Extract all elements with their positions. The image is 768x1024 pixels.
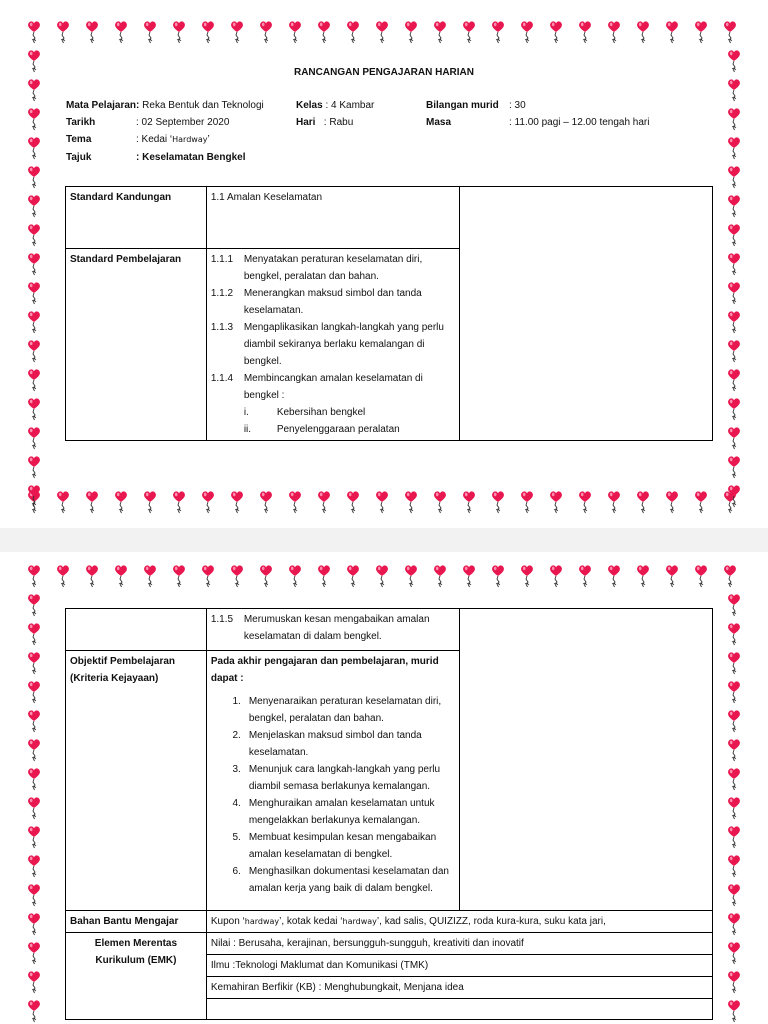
heart-balloon-icon: [727, 767, 741, 791]
heart-balloon-icon: [491, 20, 505, 44]
heart-balloon-icon: [433, 20, 447, 44]
heart-balloon-icon: [143, 564, 157, 588]
heart-balloon-icon: [404, 490, 418, 514]
list-item: [211, 795, 455, 829]
heart-balloon-icon: [346, 20, 360, 44]
heart-balloon-icon: [727, 651, 741, 675]
heart-balloon-icon: [172, 564, 186, 588]
heart-balloon-icon: [375, 564, 389, 588]
tema-prefix: : Kedai ‘: [136, 134, 173, 145]
heart-balloon-icon: [27, 651, 41, 675]
objektif-label-line-2: (Kriteria Kejayaan): [70, 673, 159, 684]
item-number: 1.1.2: [210, 288, 234, 299]
heart-balloon-icon: [27, 941, 41, 965]
heart-balloon-icon: [114, 20, 128, 44]
list-item: [211, 829, 455, 863]
heart-balloon-icon: [723, 20, 737, 44]
sub-item-text: Kebersihan bengkel: [276, 407, 366, 418]
tajuk-value: [136, 152, 246, 163]
heart-balloon-icon: [27, 912, 41, 936]
heart-balloon-icon: [727, 484, 741, 508]
heart-balloon-icon: [346, 490, 360, 514]
sub-item-number: ii.: [243, 424, 252, 435]
heart-balloon-icon: [27, 796, 41, 820]
heart-balloon-icon: [317, 564, 331, 588]
item-text: Menerangkan maksud simbol dan tanda keselamatan.: [243, 288, 422, 316]
objektif-list: [206, 651, 459, 911]
tarikh-label: Tarikh: [66, 117, 96, 128]
tajuk-label: Tajuk: [66, 152, 92, 163]
heart-balloon-icon: [27, 165, 41, 189]
sub-item-text: Penyelenggaraan peralatan: [276, 424, 400, 435]
tema-value: [136, 134, 210, 145]
heart-balloon-icon: [230, 564, 244, 588]
heart-balloon-icon: [578, 490, 592, 514]
kelas-label: Kelas: [296, 100, 323, 111]
table-row: [66, 187, 713, 249]
heart-balloon-icon: [727, 912, 741, 936]
item-text: Menyatakan peraturan keselamatan diri, bengkel, peralatan dan bahan.: [243, 254, 423, 282]
heart-balloon-icon: [27, 107, 41, 131]
heart-balloon-icon: [27, 310, 41, 334]
item-text: Menunjuk cara langkah-langkah yang perlu diambil semasa berlakunya kemalangan.: [248, 764, 441, 792]
item-text: Membincangkan amalan keselamatan di bengkel :: [243, 373, 423, 401]
heart-balloon-icon: [201, 564, 215, 588]
heart-balloon-icon: [288, 490, 302, 514]
heart-balloon-icon: [27, 397, 41, 421]
bbm-word: hardway: [342, 917, 377, 926]
table-row: [66, 933, 713, 955]
heart-balloon-icon: [727, 455, 741, 479]
emk-ilmu: Ilmu :Teknologi Maklumat dan Komunikasi (TMK): [206, 955, 712, 977]
heart-balloon-icon: [230, 490, 244, 514]
hari-row: [296, 117, 353, 128]
table-row: [66, 911, 713, 933]
heart-balloon-icon: [433, 490, 447, 514]
item-number: 4.: [232, 798, 241, 809]
heart-balloon-icon: [27, 339, 41, 363]
heart-balloon-icon: [143, 20, 157, 44]
heart-balloon-icon: [727, 397, 741, 421]
item-text: Merumuskan kesan mengabaikan amalan keselamatan di dalam bengkel.: [243, 614, 430, 642]
objektif-items: [211, 693, 455, 897]
bbm-word: hardway: [244, 917, 280, 926]
heart-balloon-icon: [85, 490, 99, 514]
continued-item: [206, 609, 459, 651]
mata-pelajaran-row: [66, 100, 264, 111]
heart-balloon-icon: [404, 20, 418, 44]
heart-balloon-icon: [56, 490, 70, 514]
heart-balloon-icon: [665, 20, 679, 44]
heart-balloon-icon: [727, 680, 741, 704]
bbm-value: [206, 911, 712, 933]
heart-balloon-icon: [259, 20, 273, 44]
heart-balloon-icon: [727, 883, 741, 907]
heart-balloon-icon: [230, 20, 244, 44]
heart-balloon-icon: [491, 564, 505, 588]
heart-balloon-icon: [578, 564, 592, 588]
bilangan-label: Bilangan murid: [426, 100, 499, 111]
list-item: [211, 727, 455, 761]
heart-balloon-icon: [85, 20, 99, 44]
emk-label: [66, 933, 207, 1020]
hari-label: Hari: [296, 117, 316, 128]
item-number: 3.: [232, 764, 241, 775]
heart-balloon-icon: [727, 593, 741, 617]
item-text: Menghuraikan amalan keselamatan untuk mengelakkan berlakunya kemalangan.: [248, 798, 435, 826]
bilangan-label-cell: [426, 100, 499, 111]
heart-balloon-icon: [520, 564, 534, 588]
item-number: 1.1.3: [210, 322, 234, 333]
tarikh-label-cell: [66, 117, 95, 128]
heart-balloon-icon: [288, 564, 302, 588]
mata-pelajaran-value: Reka Bentuk dan Teknologi: [142, 100, 264, 111]
heart-balloon-icon: [578, 20, 592, 44]
heart-balloon-icon: [56, 564, 70, 588]
list-item: [211, 611, 455, 645]
rph-table-2: [65, 608, 713, 1020]
masa-value: : 11.00 pagi – 12.00 tengah hari: [509, 117, 650, 128]
list-item: [211, 693, 455, 727]
heart-balloon-icon: [727, 738, 741, 762]
heart-balloon-icon: [727, 165, 741, 189]
emk-empty: [206, 999, 712, 1020]
heart-balloon-icon: [607, 490, 621, 514]
heart-balloon-icon: [727, 223, 741, 247]
masa-label: Masa: [426, 117, 452, 128]
heart-balloon-icon: [462, 564, 476, 588]
emk-label-line-1: Elemen Merentas: [94, 938, 178, 949]
heart-balloon-icon: [727, 107, 741, 131]
heart-balloon-icon: [549, 20, 563, 44]
item-text: Menghasilkan dokumentasi keselamatan dan amalan kerja yang baik di dalam bengkel.: [248, 866, 449, 894]
empty-notes-cell: [459, 187, 712, 441]
item-text: Menjelaskan maksud simbol dan tanda keselamatan.: [248, 730, 422, 758]
item-text: Membuat kesimpulan kesan mengabaikan amalan keselamatan di bengkel.: [248, 832, 437, 860]
list-item: [211, 319, 455, 370]
list-item: [211, 285, 455, 319]
heart-balloon-icon: [433, 564, 447, 588]
heart-balloon-icon: [317, 490, 331, 514]
tema-word: Hardway: [172, 135, 208, 144]
item-number: 1.1.4: [210, 373, 234, 384]
heart-balloon-icon: [27, 223, 41, 247]
heart-balloon-icon: [27, 825, 41, 849]
heart-balloon-icon: [520, 490, 534, 514]
heart-balloon-icon: [317, 20, 331, 44]
heart-balloon-icon: [549, 490, 563, 514]
mata-pelajaran-label: Mata Pelajaran:: [66, 100, 140, 111]
heart-balloon-icon: [727, 426, 741, 450]
heart-balloon-icon: [27, 194, 41, 218]
kelas-value: : 4 Kambar: [325, 100, 375, 111]
heart-balloon-icon: [201, 490, 215, 514]
standard-pembelajaran-label: Standard Pembelajaran: [66, 249, 207, 441]
heart-balloon-icon: [56, 20, 70, 44]
heart-balloon-icon: [27, 136, 41, 160]
heart-balloon-icon: [143, 490, 157, 514]
heart-balloon-icon: [27, 767, 41, 791]
heart-balloon-icon: [27, 564, 41, 588]
bbm-text: ’, kotak kedai ‘: [279, 916, 343, 927]
item-text: Menyenaraikan peraturan keselamatan diri, bengkel, peralatan dan bahan.: [248, 696, 442, 724]
empty-notes-cell: [459, 609, 712, 911]
kelas-row: [296, 100, 374, 111]
heart-balloon-icon: [375, 20, 389, 44]
item-number: 5.: [232, 832, 241, 843]
heart-balloon-icon: [520, 20, 534, 44]
heart-balloon-icon: [346, 564, 360, 588]
heart-balloon-icon: [27, 281, 41, 305]
heart-balloon-icon: [727, 825, 741, 849]
heart-balloon-icon: [636, 564, 650, 588]
hari-value: : Rabu: [323, 117, 354, 128]
sub-item-number: i.: [243, 407, 249, 418]
heart-balloon-icon: [636, 490, 650, 514]
tajuk-label-cell: [66, 152, 91, 163]
heart-balloon-icon: [462, 490, 476, 514]
heart-balloon-icon: [27, 78, 41, 102]
heart-balloon-icon: [727, 796, 741, 820]
heart-balloon-icon: [549, 564, 563, 588]
bbm-text: ’, kad salis, QUIZIZZ, roda kura-kura, suku kata jari,: [376, 916, 606, 927]
heart-balloon-icon: [114, 564, 128, 588]
heart-balloon-icon: [727, 854, 741, 878]
heart-balloon-icon: [727, 252, 741, 276]
heart-balloon-icon: [27, 970, 41, 994]
heart-balloon-icon: [27, 854, 41, 878]
heart-balloon-icon: [27, 883, 41, 907]
heart-balloon-icon: [85, 564, 99, 588]
table-row: [66, 609, 713, 651]
standard-pembelajaran-list: [206, 249, 459, 441]
heart-balloon-icon: [462, 20, 476, 44]
page-gap: [0, 528, 768, 552]
rph-table-1: [65, 186, 713, 441]
document-title: RANCANGAN PENGAJARAN HARIAN: [293, 67, 474, 78]
objektif-label-line-1: Objektif Pembelajaran: [70, 656, 176, 667]
heart-balloon-icon: [727, 194, 741, 218]
item-number: 2.: [232, 730, 241, 741]
sub-item: [211, 421, 455, 438]
heart-balloon-icon: [491, 490, 505, 514]
heart-balloon-icon: [694, 490, 708, 514]
heart-balloon-icon: [259, 564, 273, 588]
heart-balloon-icon: [727, 281, 741, 305]
heart-balloon-icon: [694, 564, 708, 588]
item-text: Mengaplikasikan langkah-langkah yang perlu diambil sekiranya berlaku kemalangan di bengkel.: [243, 322, 444, 367]
standard-kandungan-value: 1.1 Amalan Keselamatan: [206, 187, 459, 249]
heart-balloon-icon: [727, 622, 741, 646]
heart-balloon-icon: [27, 680, 41, 704]
heart-balloon-icon: [27, 252, 41, 276]
heart-balloon-icon: [727, 310, 741, 334]
heart-balloon-icon: [27, 368, 41, 392]
list-item: [211, 370, 455, 404]
heart-balloon-icon: [172, 490, 186, 514]
heart-balloon-icon: [27, 738, 41, 762]
heart-balloon-icon: [375, 490, 389, 514]
heart-balloon-icon: [727, 368, 741, 392]
tema-suffix: ’: [207, 134, 210, 145]
item-number: 1.1.1: [210, 254, 234, 265]
heart-balloon-icon: [694, 20, 708, 44]
heart-balloon-icon: [27, 622, 41, 646]
tema-label-cell: [66, 134, 91, 145]
bbm-label: Bahan Bantu Mengajar: [66, 911, 207, 933]
heart-balloon-icon: [727, 339, 741, 363]
heart-balloon-icon: [607, 564, 621, 588]
tajuk-value-text: : Keselamatan Bengkel: [136, 152, 246, 163]
heart-balloon-icon: [27, 484, 41, 508]
emk-nilai: Nilai : Berusaha, kerajinan, bersungguh-sungguh, kreativiti dan inovatif: [206, 933, 712, 955]
heart-balloon-icon: [665, 490, 679, 514]
heart-balloon-icon: [27, 593, 41, 617]
objektif-intro: Pada akhir pengajaran dan pembelajaran, murid dapat :: [210, 656, 439, 684]
document-page-2: [0, 552, 768, 1024]
heart-balloon-icon: [727, 78, 741, 102]
heart-balloon-icon: [727, 970, 741, 994]
heart-balloon-icon: [727, 941, 741, 965]
list-item: [211, 251, 455, 285]
heart-balloon-icon: [27, 426, 41, 450]
bilangan-value: : 30: [509, 100, 526, 111]
heart-balloon-icon: [27, 709, 41, 733]
heart-balloon-icon: [723, 564, 737, 588]
heart-balloon-icon: [27, 455, 41, 479]
tarikh-value: : 02 September 2020: [136, 117, 230, 128]
heart-balloon-icon: [27, 20, 41, 44]
empty-label-cell: [66, 609, 207, 651]
emk-label-line-2: Kurikulum (EMK): [95, 955, 177, 966]
tema-label: Tema: [66, 134, 92, 145]
standard-kandungan-label: Standard Kandungan: [66, 187, 207, 249]
heart-balloon-icon: [727, 136, 741, 160]
masa-label-cell: [426, 117, 451, 128]
heart-balloon-icon: [288, 20, 302, 44]
heart-balloon-icon: [27, 999, 41, 1023]
heart-balloon-icon: [114, 490, 128, 514]
heart-balloon-icon: [404, 564, 418, 588]
sub-item: [211, 404, 455, 421]
heart-balloon-icon: [201, 20, 215, 44]
heart-balloon-icon: [727, 999, 741, 1023]
heart-balloon-icon: [665, 564, 679, 588]
list-item: [211, 863, 455, 897]
item-number: 6.: [232, 866, 241, 877]
list-item: [211, 761, 455, 795]
bbm-text: Kupon ‘: [210, 916, 245, 927]
item-number: 1.: [232, 696, 241, 707]
item-number: 1.1.5: [210, 614, 234, 625]
heart-balloon-icon: [259, 490, 273, 514]
objektif-label: [66, 651, 207, 911]
emk-kb: Kemahiran Berfikir (KB) : Menghubungkait, Menjana idea: [206, 977, 712, 999]
heart-balloon-icon: [636, 20, 650, 44]
heart-balloon-icon: [727, 709, 741, 733]
heart-balloon-icon: [607, 20, 621, 44]
heart-balloon-icon: [172, 20, 186, 44]
